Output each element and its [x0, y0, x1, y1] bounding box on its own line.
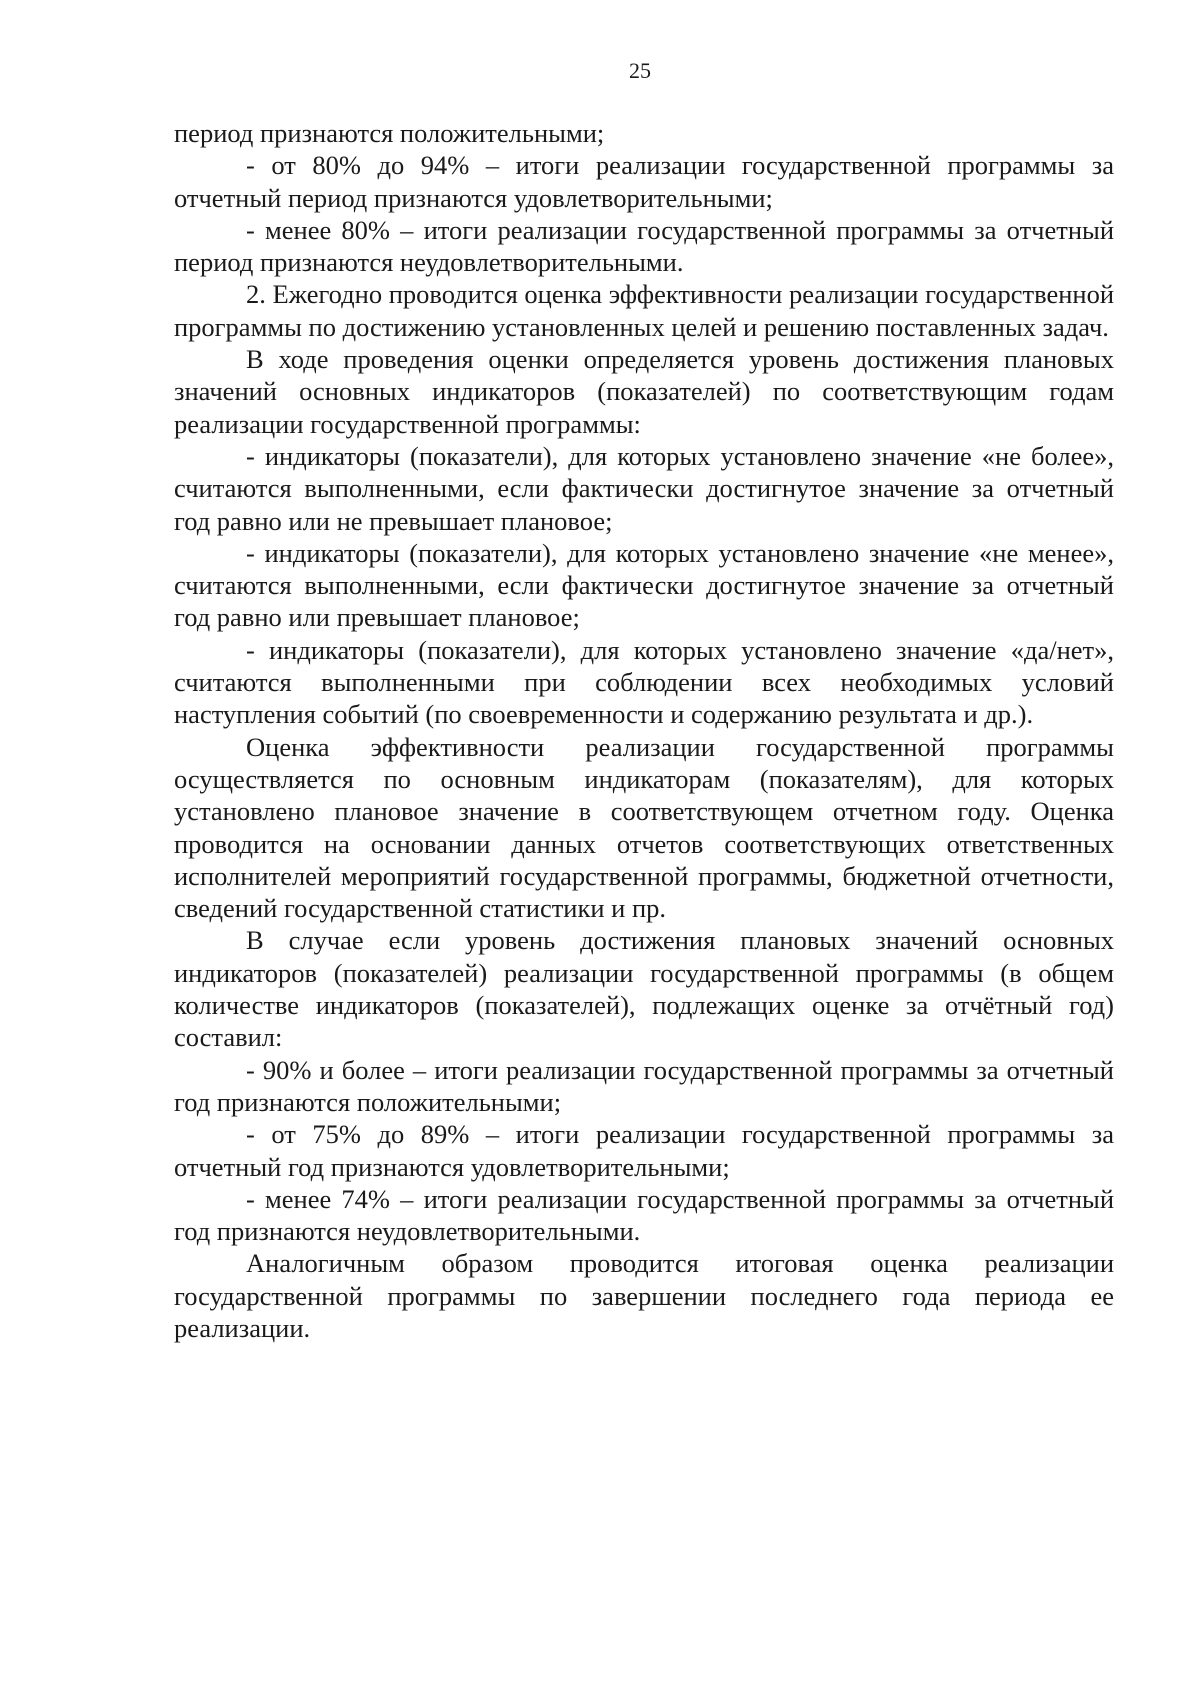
page-number: 25: [629, 58, 651, 83]
paragraph-list-item-below-74: - менее 74% – итоги реализации государственной программы за отчетный год признаются неудовлетворительными.: [174, 1183, 1114, 1247]
paragraph-list-item-90-plus: - 90% и более – итоги реализации государственной программы за отчетный год признаются положительными;: [174, 1054, 1114, 1117]
document-body: [174, 117, 1114, 1344]
paragraph-list-item-not-more: - индикаторы (показатели), для которых установлено значение «не более», считаются выполненными, если фактически достигнутое значение за отчетный год равно или не превышает плановое;: [174, 440, 1114, 536]
paragraph-efficiency-assessment: Оценка эффективности реализации государственной программы осуществляется по основным индикаторам (показателям), для которых установлено плановое значение в соответствующем отчетном году. Оценка проводится на основании данных отчетов соответствующих ответственных исполнителей мероприятий государственной программы, бюджетной отчетности, сведений государственной статистики и пр.: [174, 731, 1114, 924]
paragraph-achievement-level: В случае если уровень достижения плановых значений основных индикаторов (показателей) реализации государственной программы (в общем количестве индикаторов (показателей), подлежащих оценке за отчётный год) составил:: [174, 925, 1114, 1053]
paragraph-list-item-below-80: - менее 80% – итоги реализации государственной программы за отчетный период признаются неудовлетворительными.: [174, 214, 1114, 278]
paragraph-list-item-yes-no: - индикаторы (показатели), для которых установлено значение «да/нет», считаются выполненными при соблюдении всех необходимых условий наступления событий (по своевременности и содержанию результата и др.).: [174, 634, 1114, 730]
paragraph-list-item-75-89: - от 75% до 89% – итоги реализации государственной программы за отчетный год признаются удовлетворительными;: [174, 1119, 1114, 1182]
paragraph-list-item-80-94: - от 80% до 94% – итоги реализации государственной программы за отчетный период признаются удовлетворительными;: [174, 150, 1114, 213]
paragraph-list-item-not-less: - индикаторы (показатели), для которых установлено значение «не менее», считаются выполненными, если фактически достигнутое значение за отчетный год равно или превышает плановое;: [174, 537, 1114, 633]
paragraph-assessment-process: В ходе проведения оценки определяется уровень достижения плановых значений основных индикаторов (показателей) по соответствующим годам реализации государственной программы:: [174, 344, 1114, 439]
paragraph-final-assessment: Аналогичным образом проводится итоговая оценка реализации государственной программы по завершении последнего года периода ее реализации.: [174, 1248, 1114, 1343]
paragraph-continuation: период признаются положительными;: [174, 118, 605, 148]
paragraph-annual-assessment: 2. Ежегодно проводится оценка эффективности реализации государственной программы по достижению установленных целей и решению поставленных задач.: [174, 279, 1114, 342]
